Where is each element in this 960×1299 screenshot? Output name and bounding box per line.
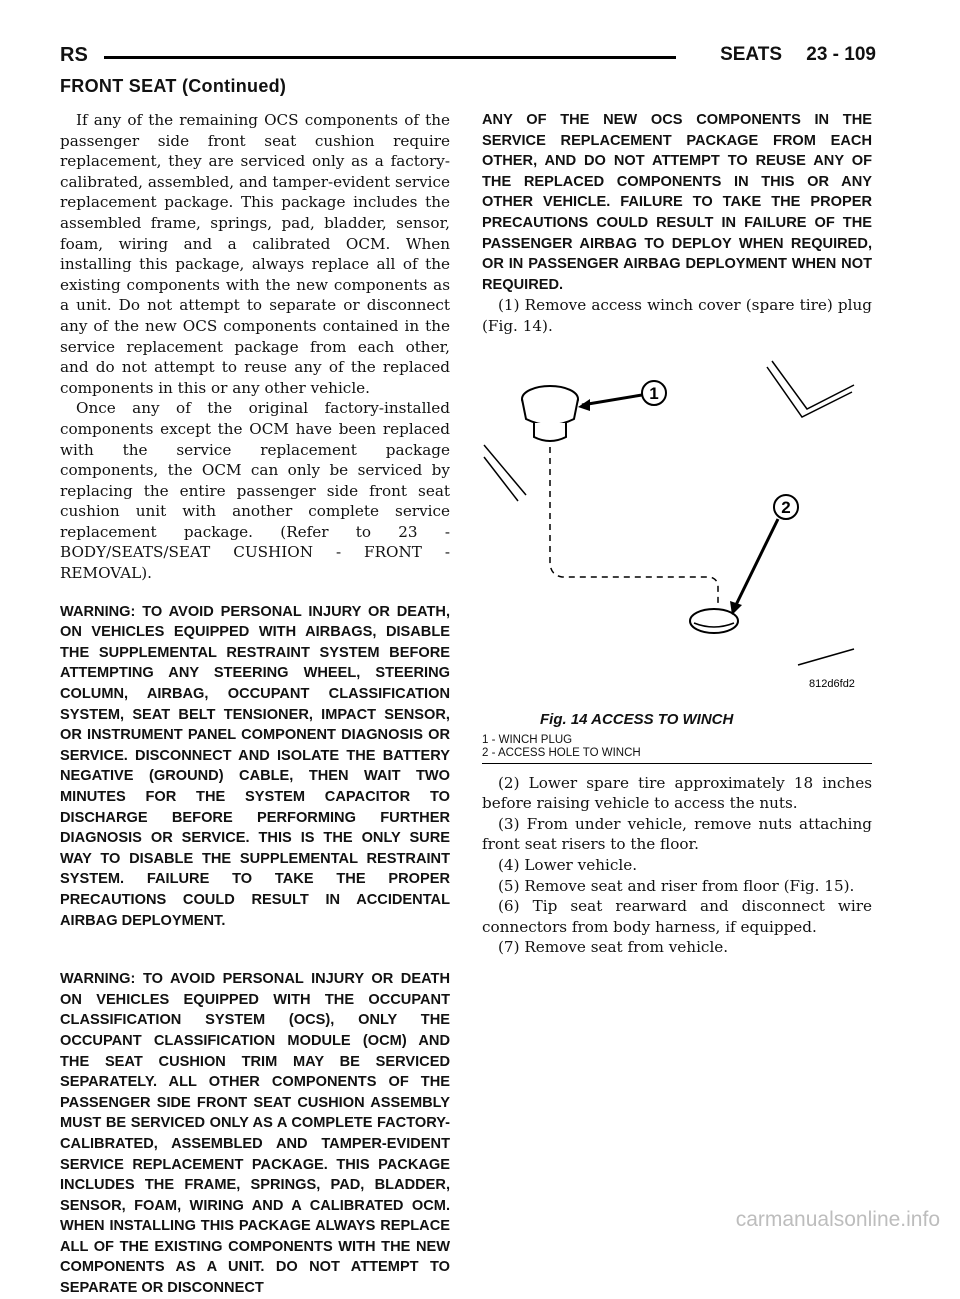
step-3: (3) From under vehicle, remove nuts attaching front seat risers to the floor. — [482, 814, 872, 854]
section-title: FRONT SEAT (Continued) — [60, 76, 287, 96]
page-number: 23 - 109 — [806, 44, 876, 65]
left-column — [60, 110, 450, 1299]
callout-arrow-2 — [734, 519, 778, 609]
warning-srs-disable: WARNING: TO AVOID PERSONAL INJURY OR DEATH, ON VEHICLES EQUIPPED WITH AIRBAGS, DISABLE THE SUPPLEMENTAL RESTRAINT SYSTEM BEFORE ATTEMPTING ANY STEERING WHEEL, STEERING COLUMN, AIRBAG, OCCUPANT CLASSIFICATION SYSTEM, SEAT BELT TENSIONER, IMPACT SENSOR, OR INSTRUMENT PANEL COMPONENT DIAGNOSIS OR SERVICE. DISCONNECT AND ISOLATE THE BATTERY NEGATIVE (GROUND) CABLE, THEN WAIT TWO MINUTES FOR THE SYSTEM CAPACITOR TO DISCHARGE BEFORE PERFORMING FURTHER DIAGNOSIS OR SERVICE. THIS IS THE ONLY SURE WAY TO DISABLE THE SUPPLEMENTAL RESTRAINT SYSTEM. FAILURE TO TAKE THE PROPER PRECAUTIONS COULD RESULT IN ACCIDENTAL AIRBAG DEPLOYMENT. — [60, 603, 450, 929]
access-hole-icon — [690, 609, 738, 633]
winch-diagram — [482, 347, 872, 707]
legend-divider — [482, 763, 872, 764]
callout-arrow-1 — [582, 395, 642, 405]
step-5: (5) Remove seat and riser from floor (Fig. 15). — [498, 876, 855, 895]
step-1: (1) Remove access winch cover (spare tire) plug (Fig. 14). — [482, 296, 872, 335]
paragraph-ocm-service: Once any of the original factory-installed components except the OCM have been replaced with the service replacement package components, the OCM can only be serviced by replacing the entire passenger side front seat cushion unit with another complete service replacement package. (Refer to 23 - BODY/SEATS/SEAT CUSHION - FRONT - REMOVAL). — [60, 399, 450, 583]
dashed-guide — [550, 447, 718, 607]
edge-bracket — [484, 445, 526, 495]
legend-item: 2 - ACCESS HOLE TO WINCH — [482, 746, 641, 759]
figure-caption: Fig. 14 ACCESS TO WINCH — [540, 710, 734, 728]
figure-code: 812d6fd2 — [809, 677, 855, 690]
step-4: (4) Lower vehicle. — [498, 855, 638, 874]
header-rule — [104, 56, 676, 59]
step-6: (6) Tip seat rearward and disconnect wire connectors from body harness, if equipped. — [482, 897, 872, 936]
callout-2-label: 2 — [781, 497, 791, 517]
figure-legend — [482, 734, 872, 760]
watermark: carmanualsonline.info — [735, 1208, 940, 1231]
page-header — [60, 40, 876, 72]
bracket-line — [772, 361, 854, 409]
step-2: (2) Lower spare tire approximately 18 inches before raising vehicle to access the nuts. — [482, 773, 872, 813]
warning-ocs-service: WARNING: TO AVOID PERSONAL INJURY OR DEATH ON VEHICLES EQUIPPED WITH THE OCCUPANT CLASSIFICATION SYSTEM (OCS), ONLY THE OCCUPANT CLASSIFICATION MODULE (OCM) AND THE SEAT CUSHION TRIM MAY BE SERVICED SEPARATELY. ALL OTHER COMPONENTS OF THE PASSENGER SIDE FRONT SEAT CUSHION ASSEMBLY MUST BE SERVICED ONLY AS A COMPLETE FACTORY-CALIBRATED, ASSEMBLED AND TAMPER-EVIDENT SERVICE REPLACEMENT PACKAGE. THIS PACKAGE INCLUDES THE FRAME, SPRINGS, PAD, BLADDER, SENSOR, FOAM, WIRING AND A CALIBRATED OCM. WHEN INSTALLING THIS PACKAGE ALWAYS REPLACE ALL OF THE EXISTING COMPONENTS WITH THE NEW COMPONENTS AS A UNIT. DO NOT ATTEMPT TO SEPARATE OR DISCONNECT — [60, 971, 450, 1297]
header-section: SEATS — [720, 44, 782, 65]
figure-access-to-winch — [482, 347, 872, 759]
callout-1-label: 1 — [649, 383, 659, 403]
right-column — [482, 110, 872, 958]
header-left-label: RS — [60, 44, 88, 66]
warning-ocs-continued: ANY OF THE NEW OCS COMPONENTS IN THE SERVICE REPLACEMENT PACKAGE FROM EACH OTHER, AND DO NOT ATTEMPT TO REUSE ANY OF THE REPLACED COMPONENTS IN THIS OR ANY OTHER VEHICLE. FAILURE TO TAKE THE PROPER PRECAUTIONS COULD RESULT IN FAILURE OF THE PASSENGER AIRBAG TO DEPLOY WHEN REQUIRED, OR IN PASSENGER AIRBAG DEPLOYMENT WHEN NOT REQUIRED. — [482, 112, 872, 293]
winch-plug-icon — [522, 386, 578, 441]
paragraph-ocs-replacement: If any of the remaining OCS components of the passenger side front seat cushion require replacement, they are serviced only as a factory-calibrated, assembled, and tamper-evident service replacement package. This package includes the assembled frame, springs, pad, bladder, sensor, foam, wiring and a calibrated OCM. When installing this package, always replace all of the existing components with the new components as a unit. Do not attempt to separate or disconnect any of the new OCS components contained in the service replacement package from each other, and do not attempt to reuse any of the replaced components in this or any other vehicle. — [60, 111, 450, 397]
step-7: (7) Remove seat from vehicle. — [498, 938, 729, 957]
legend-item: 1 - WINCH PLUG — [482, 733, 573, 746]
